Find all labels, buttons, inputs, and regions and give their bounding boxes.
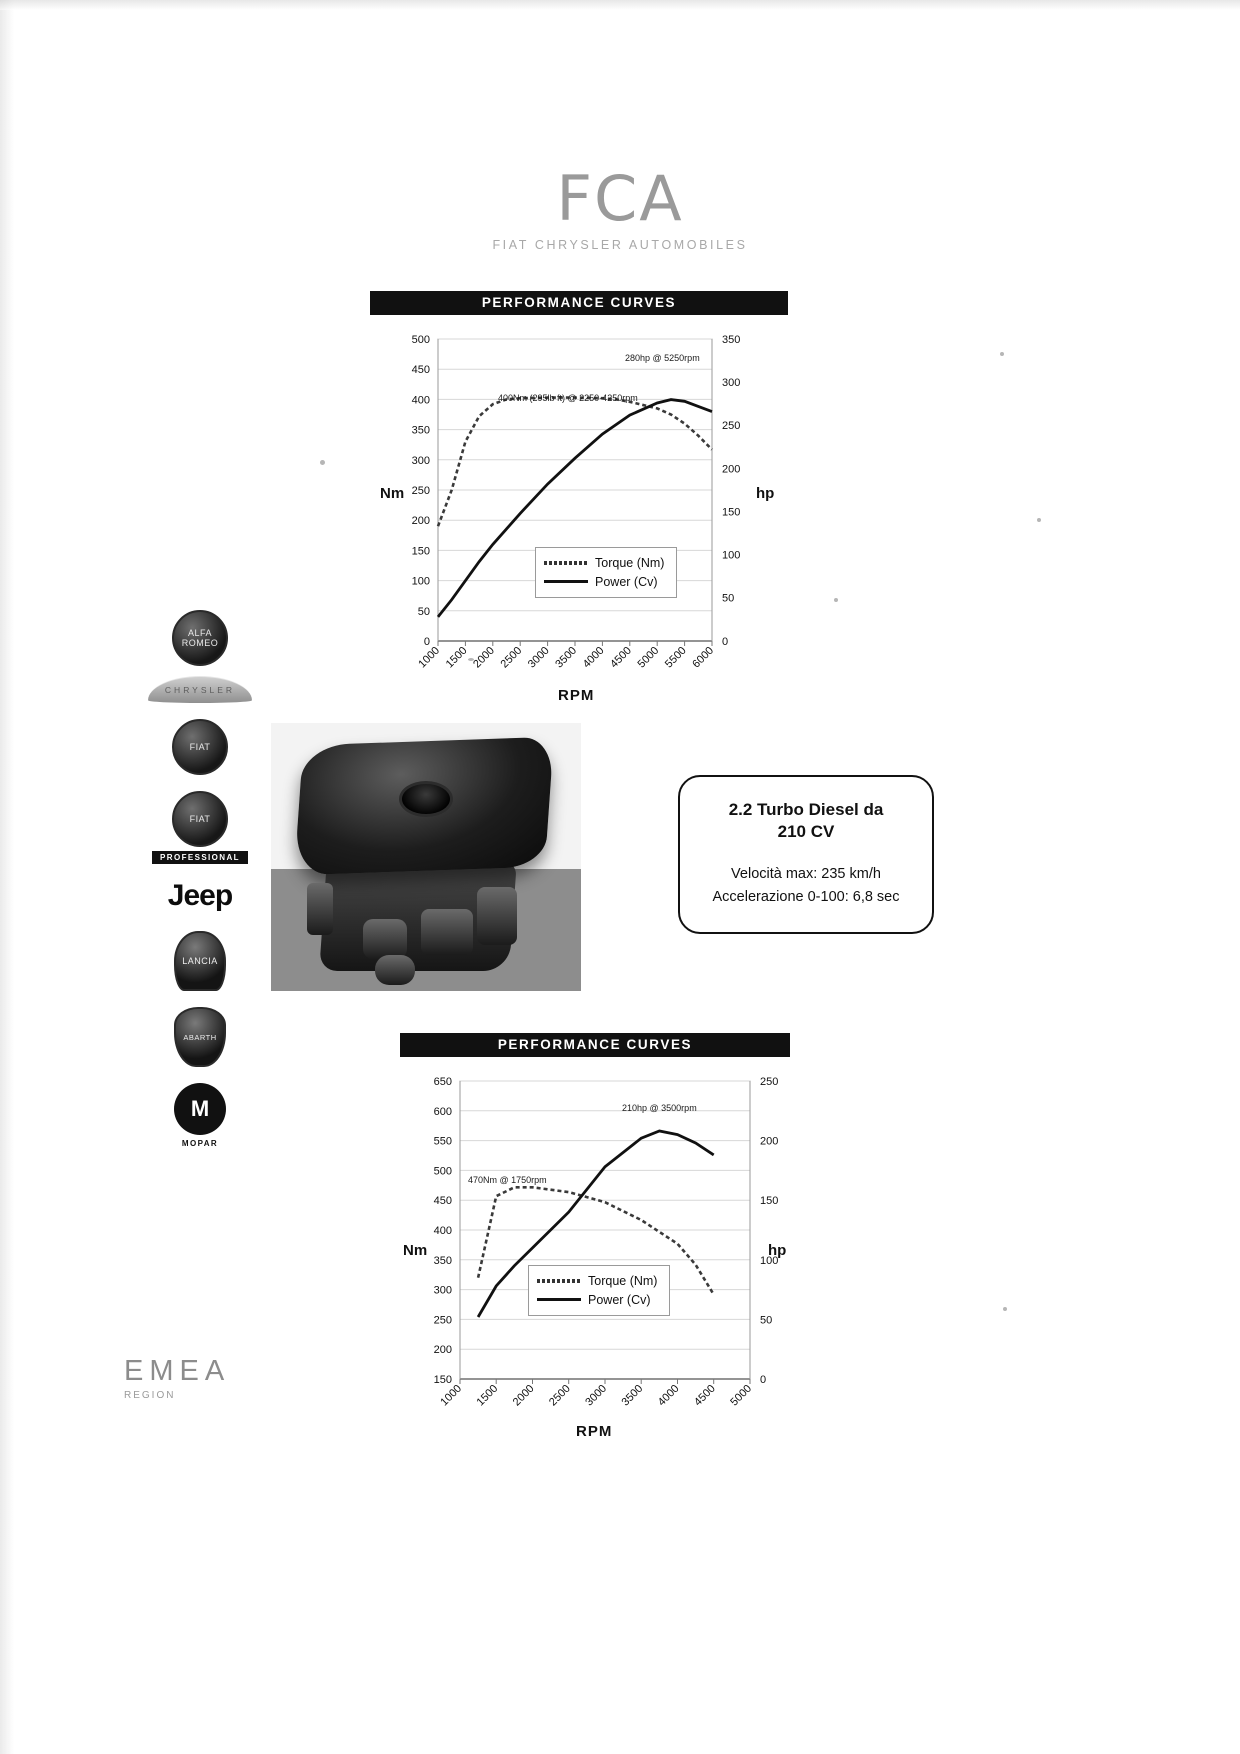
svg-text:3000: 3000 [525,644,552,671]
svg-text:1000: 1000 [438,1382,465,1409]
svg-text:5000: 5000 [635,644,662,671]
brand-abarth [140,1007,260,1067]
spec-title-line1: 2.2 Turbo Diesel da [728,800,884,819]
svg-text:5500: 5500 [662,644,689,671]
svg-text:2000: 2000 [510,1382,537,1409]
svg-text:250: 250 [433,1314,452,1327]
svg-text:500: 500 [411,334,430,346]
y-axis-label-left: Nm [380,485,405,502]
footer-region [124,1355,230,1401]
svg-text:450: 450 [433,1195,452,1208]
svg-text:200: 200 [433,1344,452,1357]
brand-fiat-professional [140,791,260,865]
x-axis-label: RPM [576,1423,613,1440]
svg-text:100: 100 [760,1254,779,1267]
chart-svg [400,1057,790,1457]
legend-item-power [537,1290,657,1309]
legend-label-power: Power (Cv) [588,1292,651,1307]
svg-text:200: 200 [760,1135,779,1148]
chart-annotation-torque: 400Nm (295lb ft) @ 2250-4250rpm [498,393,638,403]
engine-part [363,919,407,959]
brand-mopar [140,1083,260,1148]
engine-part [477,887,517,945]
svg-text:50: 50 [722,592,735,605]
y-axis-label-left: Nm [403,1242,428,1259]
oil-cap-icon [399,781,453,817]
svg-text:250: 250 [760,1076,779,1088]
fiat-professional-icon [172,791,228,847]
svg-text:250: 250 [722,420,741,433]
svg-text:650: 650 [433,1076,452,1088]
svg-text:200: 200 [722,463,741,476]
svg-text:500: 500 [433,1165,452,1178]
engine-photo [271,723,581,991]
svg-text:550: 550 [433,1135,452,1148]
engine-part [375,955,415,985]
svg-text:300: 300 [411,454,430,467]
brand-lancia [140,931,260,991]
svg-text:450: 450 [411,364,430,377]
legend-item-torque [544,553,664,572]
brand-label: ALFA ROMEO [181,628,219,648]
brand-label: FIAT [189,814,211,824]
chart-annotation-power: 210hp @ 3500rpm [622,1103,697,1113]
svg-text:350: 350 [411,424,430,437]
y-axis-label-right: hp [756,485,775,502]
scan-speck [1037,518,1041,522]
scan-edge-top [0,0,1240,10]
chart-annotation-power: 280hp @ 5250rpm [625,353,700,363]
spec-title-line2: 210 CV [777,822,835,841]
svg-text:150: 150 [760,1195,779,1208]
spec-callout-card [678,775,934,934]
svg-text:400: 400 [433,1225,452,1237]
brand-alfa-romeo [140,610,260,666]
svg-text:0: 0 [423,636,430,648]
chart-title: PERFORMANCE CURVES [370,291,788,315]
region-word: EMEA [124,1355,231,1387]
engine-part [307,883,333,935]
scan-speck [1000,352,1004,356]
scan-speck [1003,1307,1007,1311]
spec-max-speed: Velocità max: 235 km/h [731,866,881,882]
svg-text:50: 50 [760,1314,773,1327]
brand-label: ABARTH [183,1032,217,1042]
fiat-icon [172,719,228,775]
legend-swatch-power-icon [537,1298,581,1301]
legend-label-torque: Torque (Nm) [595,555,665,570]
brand-chrysler [140,676,260,703]
svg-text:1500: 1500 [443,644,470,671]
chart-legend [535,547,677,598]
brand-label: FIAT [189,742,211,752]
svg-text:5000: 5000 [728,1382,755,1409]
legend-swatch-torque-icon [537,1279,581,1283]
engine-part [421,909,473,955]
svg-text:2500: 2500 [498,644,525,671]
scan-edge-left [0,0,14,1754]
svg-text:100: 100 [722,549,741,562]
svg-text:6000: 6000 [690,644,717,671]
svg-text:600: 600 [433,1105,452,1118]
performance-chart-top [370,291,788,715]
fca-subtitle: FIAT CHRYSLER AUTOMOBILES [492,238,748,252]
fiat-professional-sublabel: PROFESSIONAL [152,851,248,864]
svg-text:1000: 1000 [416,644,443,671]
svg-text:150: 150 [433,1374,452,1386]
svg-text:4500: 4500 [608,644,634,671]
svg-text:3500: 3500 [553,644,580,671]
legend-item-power [544,572,664,591]
chart-plot-area [400,1057,790,1457]
brand-jeep [140,879,260,913]
svg-text:150: 150 [411,545,430,558]
spec-acceleration: Accelerazione 0-100: 6,8 sec [712,889,900,905]
svg-text:50: 50 [417,605,430,618]
svg-text:0: 0 [760,1374,767,1386]
legend-label-torque: Torque (Nm) [588,1273,658,1288]
svg-text:4000: 4000 [655,1382,682,1409]
chart-plot-area [370,315,788,715]
svg-text:4000: 4000 [580,644,607,671]
mopar-label: MOPAR [181,1139,219,1148]
svg-text:3500: 3500 [619,1382,646,1409]
chrysler-icon [148,676,252,703]
svg-text:400: 400 [411,394,430,407]
chart-legend [528,1265,670,1316]
brand-label: CHRYSLER [164,685,236,695]
legend-label-power: Power (Cv) [595,574,658,589]
jeep-wordmark: Jeep [167,879,233,912]
legend-swatch-power-icon [544,580,588,583]
legend-swatch-torque-icon [544,561,588,565]
mopar-icon: M [174,1083,226,1135]
svg-text:4500: 4500 [692,1382,718,1409]
scan-speck [320,460,325,465]
lancia-icon [174,931,226,991]
x-axis-label: RPM [558,687,595,704]
svg-text:100: 100 [411,575,430,588]
chart-title: PERFORMANCE CURVES [400,1033,790,1057]
svg-text:300: 300 [722,377,741,390]
svg-text:350: 350 [722,334,741,346]
svg-text:350: 350 [433,1254,452,1267]
svg-text:200: 200 [411,515,430,528]
svg-text:3000: 3000 [583,1382,610,1409]
svg-text:150: 150 [722,506,741,519]
scan-speck [834,598,838,602]
alfa-romeo-icon [172,610,228,666]
svg-text:0: 0 [722,636,729,648]
chart-annotation-torque: 470Nm @ 1750rpm [468,1175,547,1185]
region-sub: REGION [124,1390,176,1401]
abarth-icon [174,1007,226,1067]
svg-text:250: 250 [411,485,430,497]
brand-rail [140,610,260,1158]
svg-text:2500: 2500 [547,1382,573,1409]
svg-text:300: 300 [433,1284,452,1297]
svg-text:1500: 1500 [474,1382,501,1409]
brand-fiat [140,719,260,775]
legend-item-torque [537,1271,657,1290]
fca-wordmark: FCA [556,162,684,235]
y-axis-label-right: hp [768,1242,787,1259]
performance-chart-bottom [400,1033,790,1457]
svg-text:2000: 2000 [471,644,497,671]
fca-logo [0,162,1240,252]
brand-label: LANCIA [182,956,218,966]
chart-svg [370,315,788,715]
